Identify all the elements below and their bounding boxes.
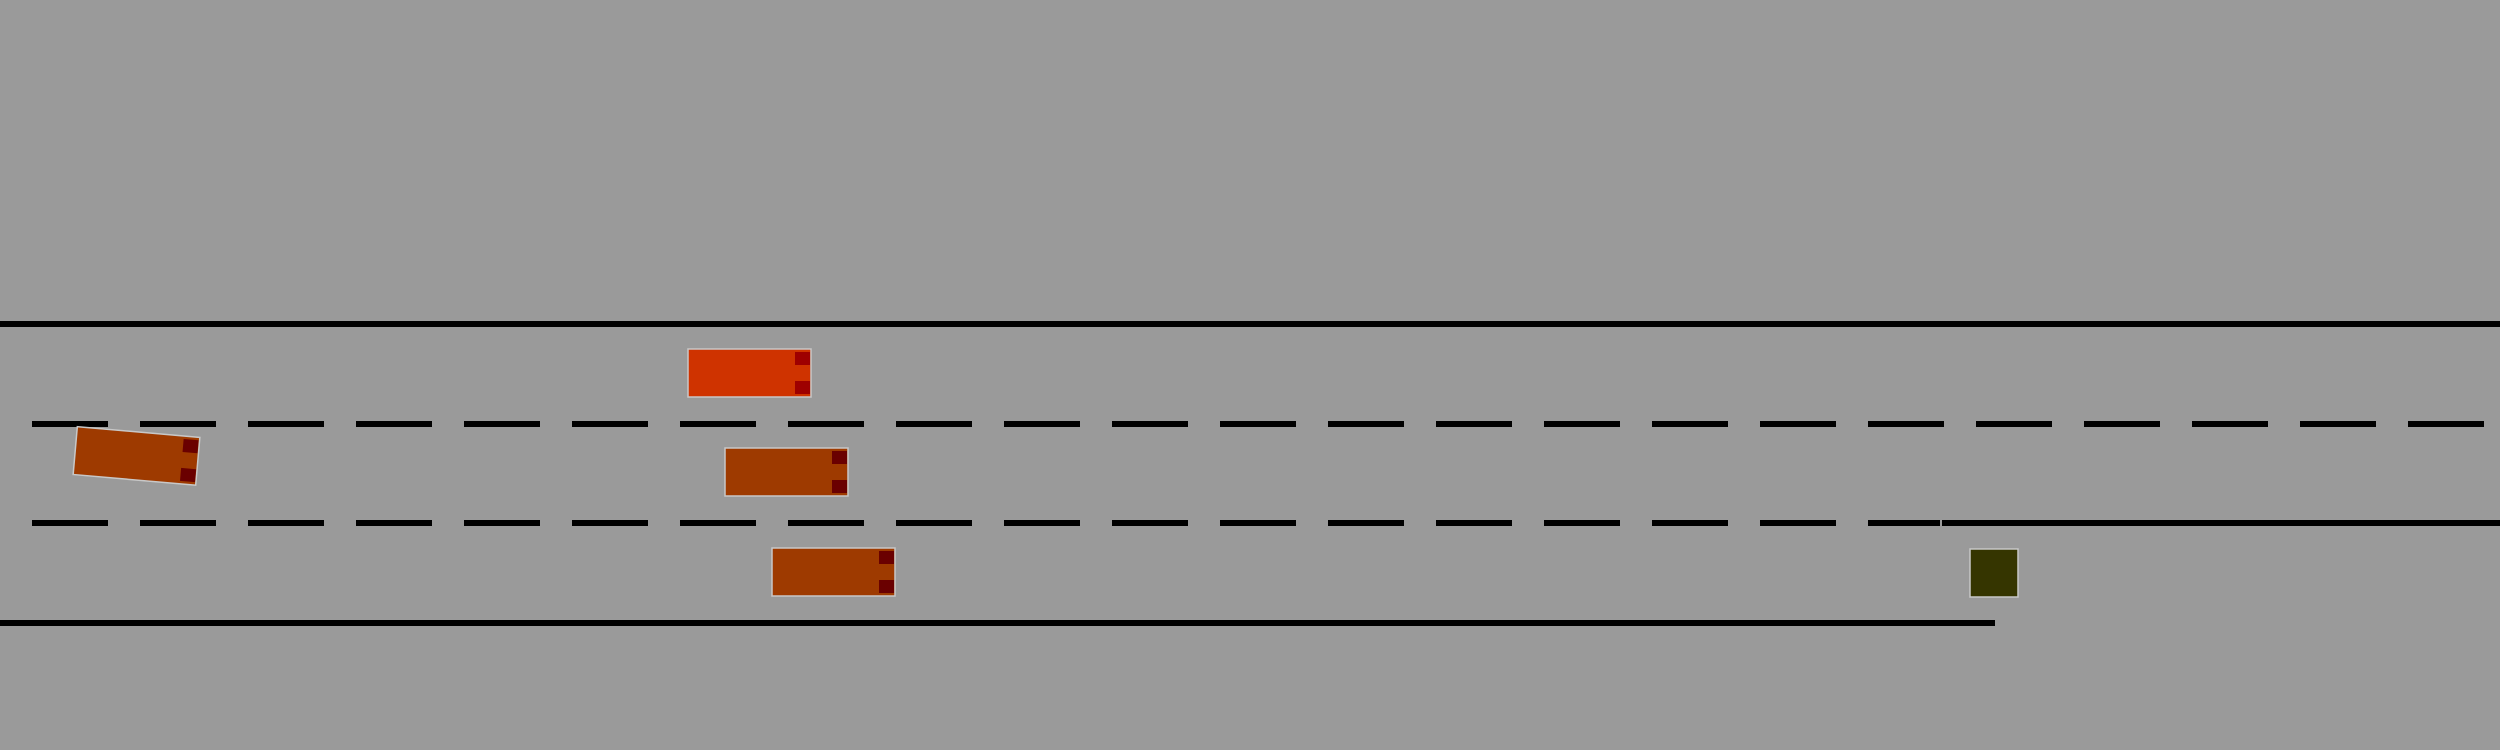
vehicle-3-headlight (879, 551, 894, 564)
vehicle-3-body (772, 548, 895, 596)
vehicle-2-headlight (832, 480, 847, 493)
vehicle-1-headlight (180, 468, 196, 482)
vehicle-2-body (725, 448, 848, 496)
vehicle-1-headlight (183, 439, 199, 453)
ego-vehicle-body (688, 349, 811, 397)
vehicle-2-headlight (832, 451, 847, 464)
ego-vehicle-headlight (795, 381, 810, 394)
vehicle-2 (725, 448, 848, 496)
vehicle-1 (73, 427, 200, 486)
vehicle-3-headlight (879, 580, 894, 593)
lane-end-obstacle (1970, 549, 2018, 597)
ego-vehicle-headlight (795, 352, 810, 365)
vehicle-3 (772, 548, 895, 596)
ego-vehicle (688, 349, 811, 397)
